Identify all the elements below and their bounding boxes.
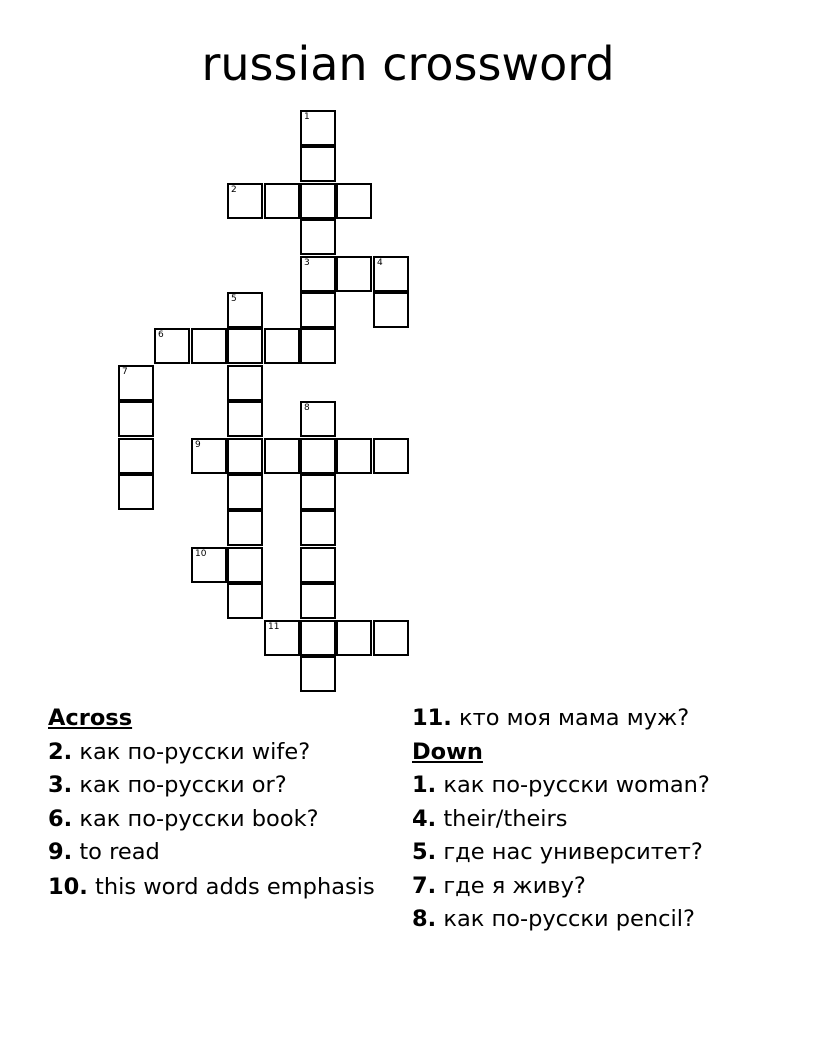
grid-cell[interactable] (264, 620, 300, 656)
grid-cell[interactable] (300, 583, 336, 619)
grid-cell[interactable] (300, 474, 336, 510)
grid-cell[interactable] (300, 401, 336, 437)
clue-number: 4. (412, 805, 437, 832)
grid-cell[interactable] (300, 438, 336, 474)
clue-number: 6. (48, 805, 73, 832)
clue-text: как по-русски or? (79, 772, 287, 798)
cell-number: 5 (231, 294, 237, 304)
clue-number: 9. (48, 839, 73, 865)
grid-cell[interactable] (227, 328, 263, 364)
clue-down-5 (412, 836, 802, 870)
grid-cell[interactable] (300, 183, 336, 219)
cell-number: 6 (158, 330, 164, 340)
grid-cell[interactable] (191, 438, 227, 474)
grid-cell[interactable] (300, 146, 336, 182)
cell-number: 11 (268, 622, 280, 632)
clue-across-6 (48, 803, 388, 837)
grid-cell[interactable] (336, 438, 372, 474)
grid-cell[interactable] (118, 438, 154, 474)
cell-number: 3 (304, 258, 310, 268)
clue-number: 8. (412, 906, 437, 932)
clue-text: где я живу? (443, 872, 586, 899)
grid-cell[interactable] (300, 219, 336, 255)
grid-cell[interactable] (300, 256, 336, 292)
cell-number: 2 (231, 185, 237, 195)
clue-number: 2. (48, 738, 73, 765)
clue-number: 5. (412, 839, 437, 865)
clue-text: their/theirs (443, 805, 568, 832)
clue-across-9 (48, 836, 388, 870)
clue-number: 11. (412, 705, 452, 731)
grid-cell[interactable] (227, 474, 263, 510)
cell-number: 10 (195, 549, 207, 559)
cell-number: 9 (195, 440, 201, 450)
grid-cell[interactable] (373, 292, 409, 328)
clues-column-left (48, 702, 388, 904)
clues-column-right (412, 702, 802, 937)
clue-text: как по-русски woman? (443, 772, 710, 798)
grid-cell[interactable] (264, 438, 300, 474)
grid-cell[interactable] (336, 183, 372, 219)
cell-number: 8 (304, 403, 310, 413)
clue-text: кто моя мама муж? (459, 705, 690, 731)
clue-across-11 (412, 702, 802, 736)
grid-cell[interactable] (300, 292, 336, 328)
clue-down-7 (412, 870, 802, 904)
clue-text: как по-русски book? (79, 805, 319, 832)
clue-down-1 (412, 769, 802, 803)
grid-cell[interactable] (300, 328, 336, 364)
cell-number: 7 (122, 367, 128, 377)
grid-cell[interactable] (227, 438, 263, 474)
grid-cell[interactable] (191, 328, 227, 364)
grid-cell[interactable] (227, 401, 263, 437)
grid-cell[interactable] (373, 438, 409, 474)
grid-cell[interactable] (264, 328, 300, 364)
cell-number: 1 (304, 112, 310, 122)
clue-number: 10. (48, 873, 88, 900)
clue-text: to read (79, 839, 160, 865)
grid-cell[interactable] (373, 620, 409, 656)
grid-cell[interactable] (154, 328, 190, 364)
grid-cell[interactable] (264, 183, 300, 219)
page-title: russian crossword (201, 37, 615, 91)
grid-cell[interactable] (300, 547, 336, 583)
grid-cell[interactable] (227, 183, 263, 219)
clue-down-4 (412, 803, 802, 837)
grid-cell[interactable] (336, 620, 372, 656)
clue-number: 3. (48, 772, 73, 798)
grid-cell[interactable] (118, 365, 154, 401)
clue-text: как по-русски wife? (79, 738, 311, 765)
clue-across-2 (48, 736, 388, 770)
grid-cell[interactable] (373, 256, 409, 292)
grid-cell[interactable] (300, 656, 336, 692)
clue-across-3 (48, 769, 388, 803)
clue-across-10 (48, 870, 388, 904)
clue-text: this word adds emphasis (95, 873, 375, 900)
clue-down-8 (412, 903, 802, 937)
clue-number: 7. (412, 872, 437, 899)
clue-number: 1. (412, 772, 437, 798)
grid-cell[interactable] (191, 547, 227, 583)
cell-number: 4 (377, 258, 383, 268)
grid-cell[interactable] (300, 110, 336, 146)
grid-cell[interactable] (227, 365, 263, 401)
clue-text: где нас университет? (443, 839, 703, 865)
grid-cell[interactable] (118, 474, 154, 510)
grid-cell[interactable] (118, 401, 154, 437)
grid-cell[interactable] (227, 583, 263, 619)
clue-text: как по-русски pencil? (443, 906, 695, 932)
down-heading: Down (412, 738, 483, 765)
grid-cell[interactable] (300, 620, 336, 656)
grid-cell[interactable] (227, 292, 263, 328)
grid-cell[interactable] (336, 256, 372, 292)
across-heading: Across (48, 705, 133, 731)
grid-cell[interactable] (227, 547, 263, 583)
grid-cell[interactable] (227, 510, 263, 546)
grid-cell[interactable] (300, 510, 336, 546)
